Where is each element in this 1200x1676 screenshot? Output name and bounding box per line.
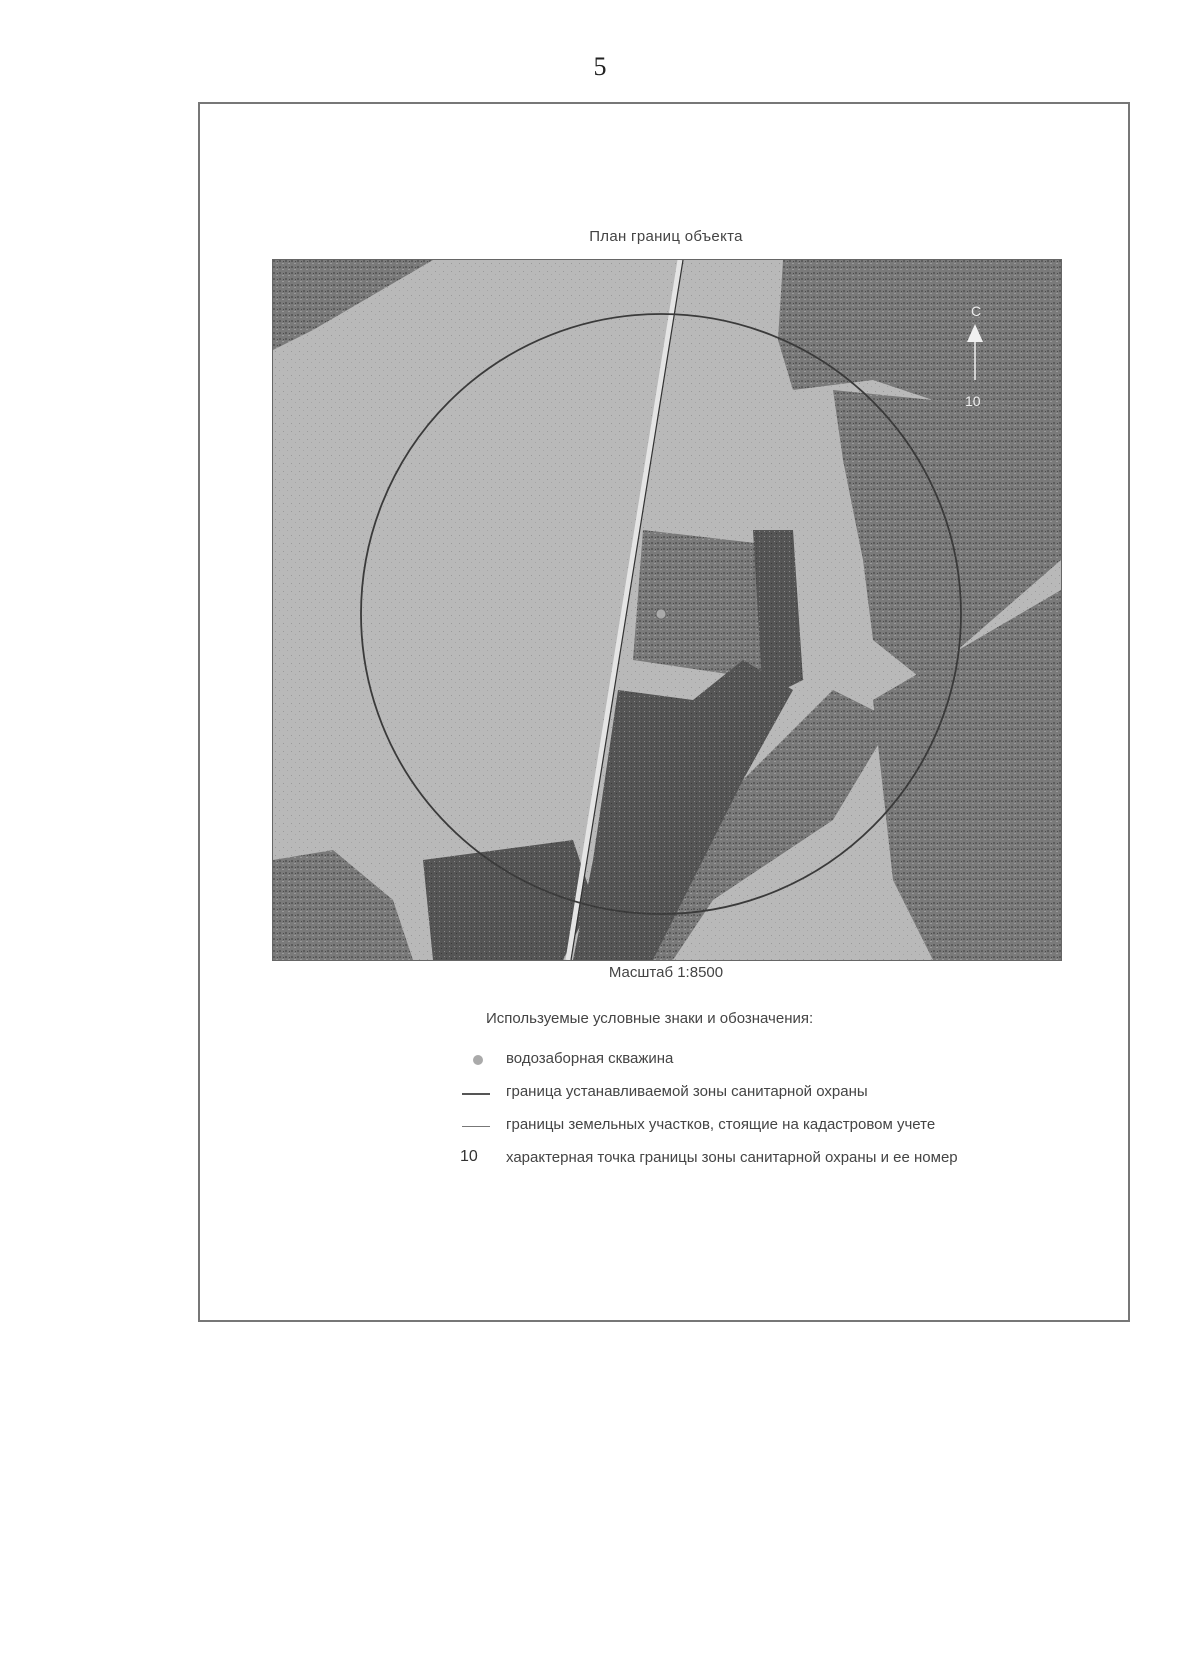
legend-item-label: граница устанавливаемой зоны санитарной охраны (506, 1083, 868, 1100)
water-well-marker (656, 609, 666, 619)
legend-title: Используемые условные знаки и обозначения: (486, 1010, 814, 1027)
page-number: 5 (593, 52, 607, 81)
point-number-label: 10 (965, 393, 981, 409)
legend-item-label: границы земельных участков, стоящие на кадастровом учете (506, 1116, 936, 1133)
map-scale: Масштаб 1:8500 (608, 964, 724, 981)
solid-line-icon (462, 1093, 490, 1095)
legend-item-label: водозаборная скважина (506, 1050, 674, 1067)
north-label: С (971, 303, 982, 319)
compound-area (633, 530, 773, 680)
thin-line-icon (462, 1126, 490, 1127)
aerial-map (272, 259, 1062, 961)
map-title: План границ объекта (589, 228, 743, 245)
water-well-icon (473, 1055, 483, 1065)
legend-item-label: характерная точка границы зоны санитарной охраны и ее номер (506, 1149, 958, 1166)
point-number-icon: 10 (460, 1148, 478, 1165)
